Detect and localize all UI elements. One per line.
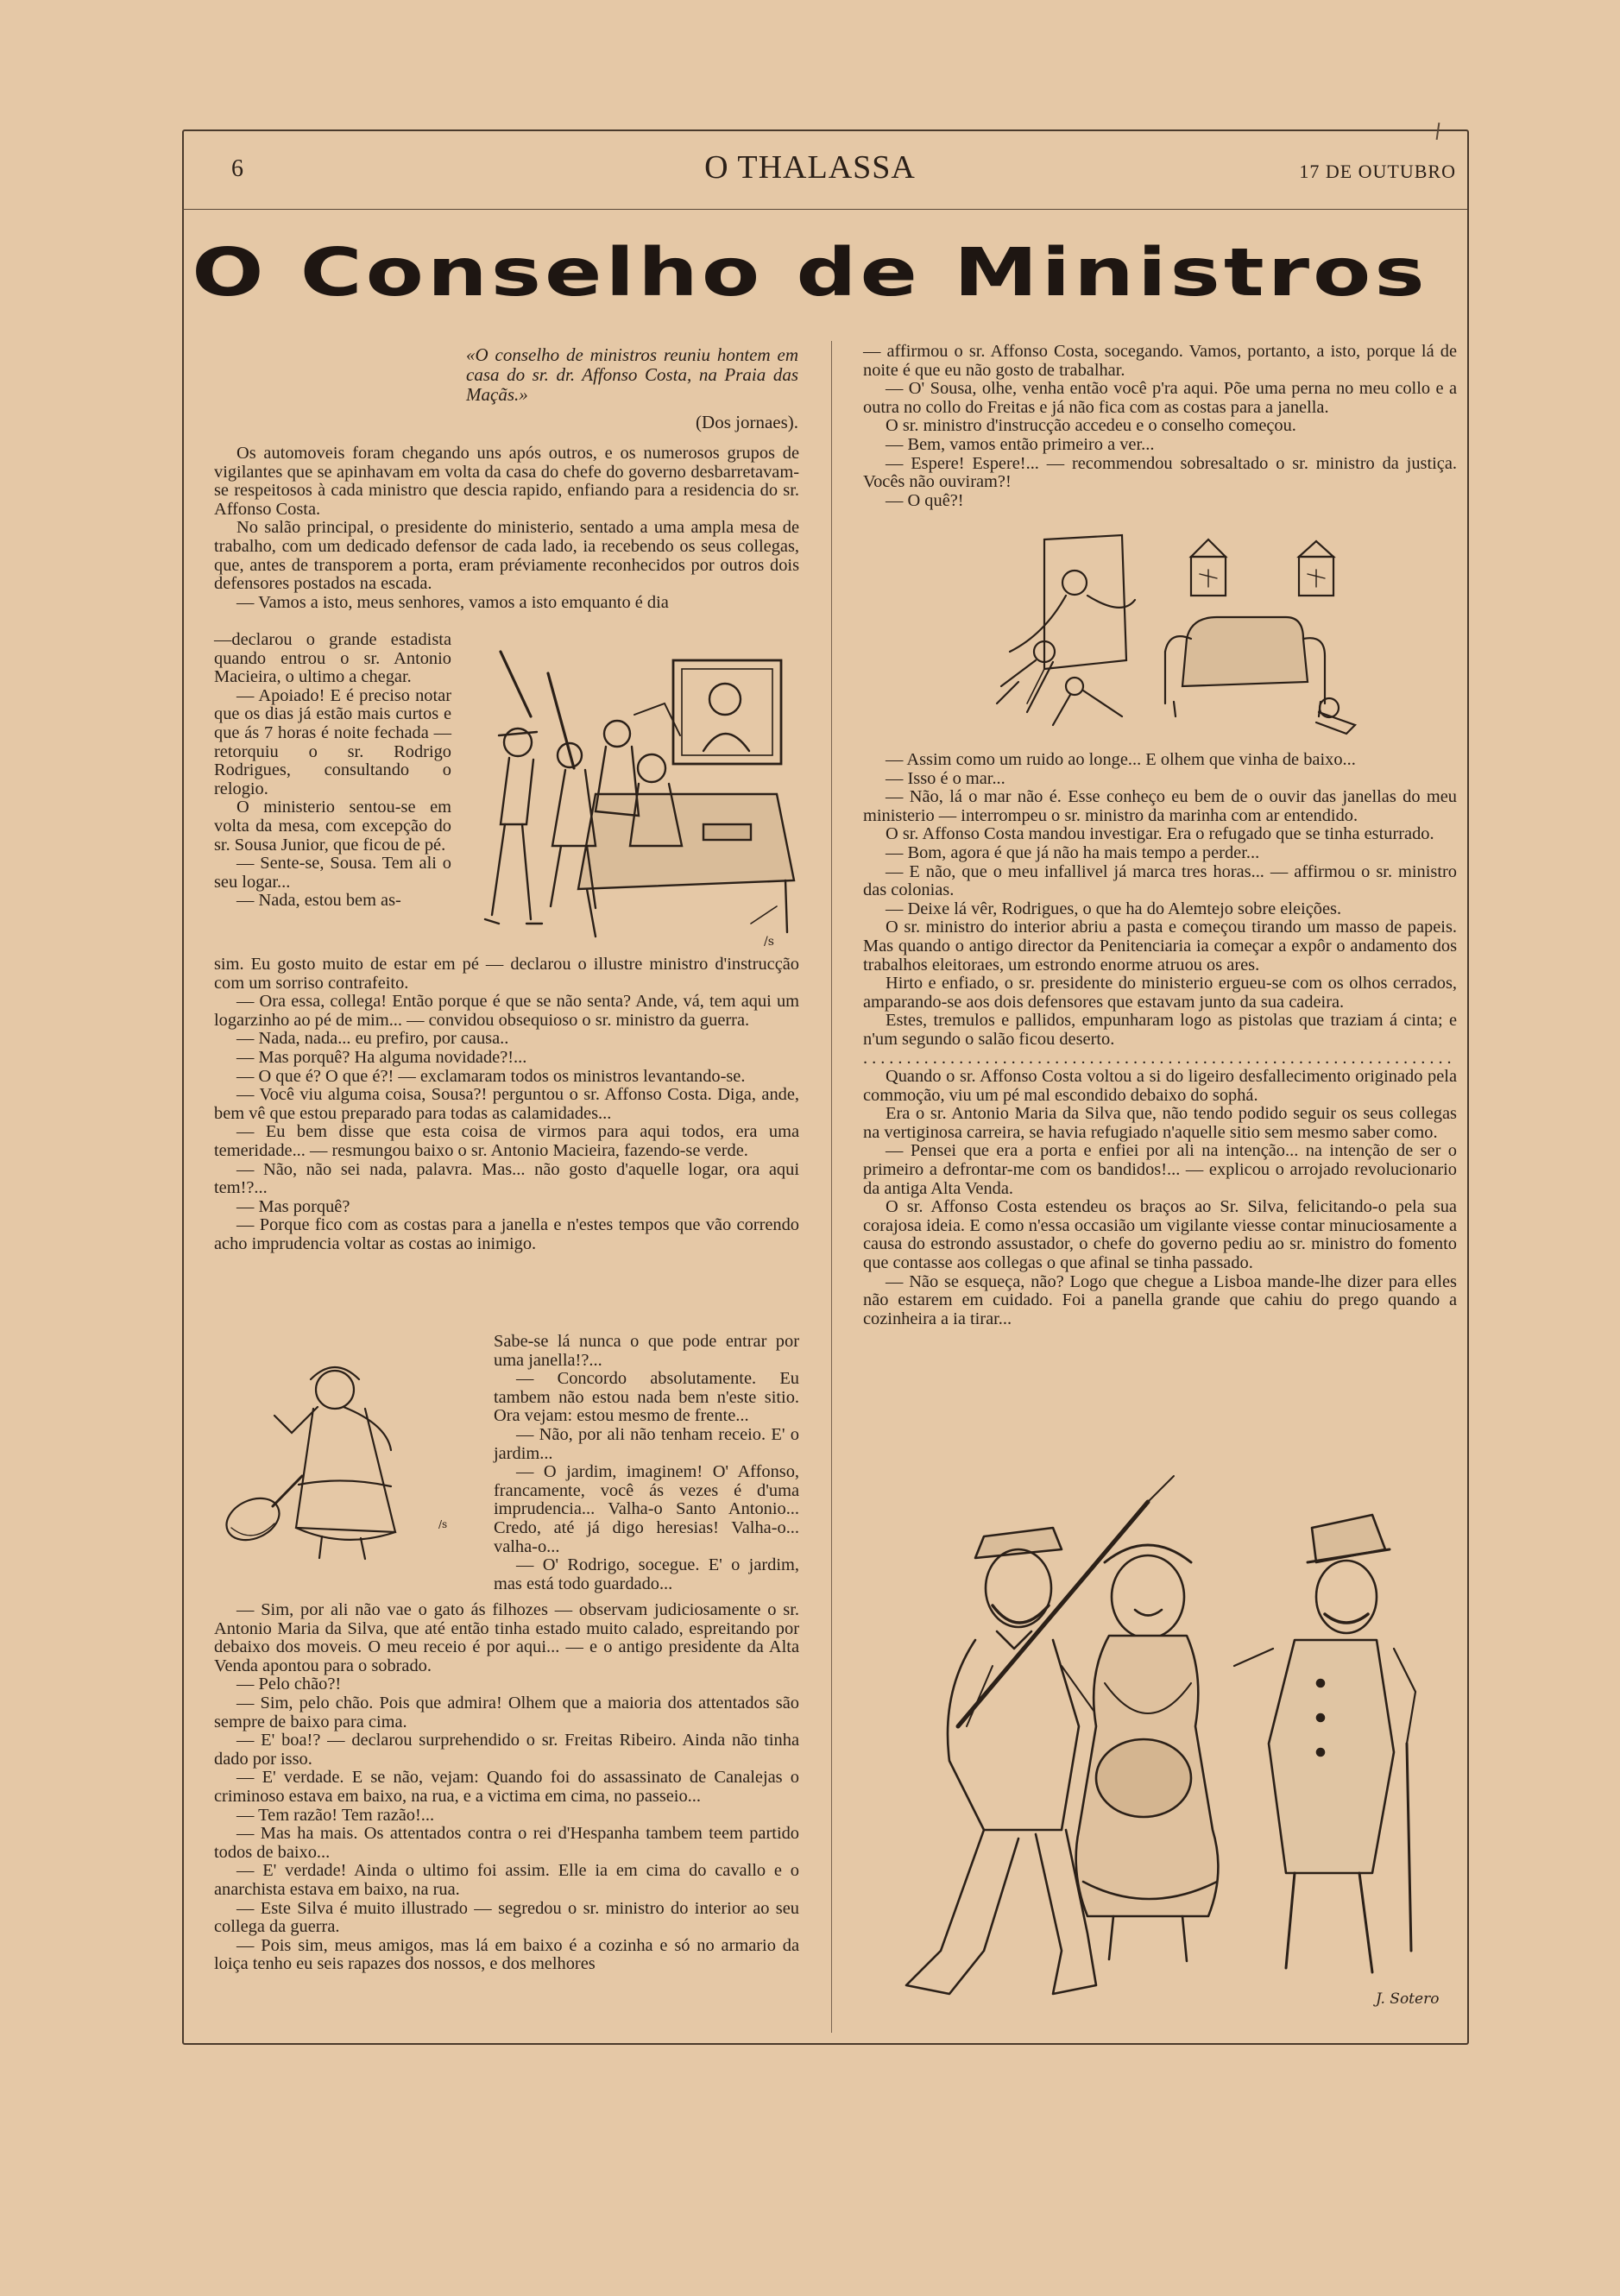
paragraph: — Bom, agora é que já não ha mais tempo a perder... bbox=[886, 842, 1260, 862]
header-rule bbox=[182, 209, 1467, 210]
paragraph: — Sim, por ali não vae o gato ás filhozes — observam judiciosamente o sr. Antonio Maria da Silva, que até então tinha estado muito calado, espreitando por debaixo dos moveis. O meu receio é por aqui... — e o antigo presidente da Alta Venda apontou para o sobrado. bbox=[214, 1600, 799, 1675]
column-divider bbox=[831, 341, 832, 2033]
masthead: O THALASSA bbox=[704, 149, 916, 186]
paragraph: — Não, por ali não tenham receio. E' o jardim... bbox=[494, 1424, 799, 1463]
paragraph: — Pelo chão?! bbox=[236, 1675, 342, 1694]
paragraph: — Mas ha mais. Os attentados contra o rei d'Hespanha tambem teem partido todos de baixo... bbox=[214, 1824, 799, 1862]
illustration-ministers-at-table bbox=[466, 639, 798, 949]
illustration-cook-with-pan bbox=[214, 1355, 507, 1567]
paragraph: — E' verdade! Ainda o ultimo foi assim. Elle ia em cima do cavallo e o anarchista estava em baixo, na rua. bbox=[214, 1861, 799, 1899]
paragraph: O sr. ministro do interior abriu a pasta e começou tirando um masso de papeis. Mas quando o antigo director da Penitenciaria ia começar a expôr o andamento dos trabalhos eleitoraes, um estrondo enorme atruou os ares. bbox=[863, 918, 1457, 975]
paragraph: O sr. Affonso Costa mandou investigar. Era o refugado que se tinha esturrado. bbox=[886, 824, 1434, 844]
paragraph: — Eu bem disse que esta coisa de virmos para aqui todos, era uma temeridade... — resmungou baixo o sr. Antonio Macieira, fazendo-se verde. bbox=[214, 1122, 799, 1160]
paragraph: — E não, que o meu infallivel já marca tres horas... — affirmou o sr. ministro das colonias. bbox=[863, 861, 1457, 900]
left-column-mid bbox=[214, 956, 799, 1254]
svg-text:/s: /s bbox=[438, 1518, 448, 1530]
paragraph: — Sente-se, Sousa. Tem ali o seu logar... bbox=[214, 854, 451, 892]
paragraph: — O que é? O que é?! — exclamaram todos os ministros levantando-se. bbox=[236, 1066, 746, 1086]
paragraph: O ministerio sentou-se em volta da mesa, com excepção do sr. Sousa Junior, que ficou de pé. bbox=[214, 798, 451, 855]
paragraph: O sr. Affonso Costa estendeu os braços ao Sr. Silva, felicitando-o pela sua corajosa ideia. E como n'essa occasião um vigilante viesse contar minuciosamente a causa do estrondo assustador, o chefe do governo pediu ao sr. ministro do fomento que contasse aos collegas o que afinal se tinha passado. bbox=[863, 1197, 1457, 1273]
paragraph: — affirmou o sr. Affonso Costa, socegando. Vamos, portanto, a isto, porque lá de noite é que eu não gosto de trabalhar. bbox=[863, 342, 1457, 380]
paragraph: — Concordo absolutamente. Eu tambem não estou nada bem n'este sitio. Ora vejam: estou mesmo de frente... bbox=[494, 1369, 799, 1426]
paragraph: — Assim como um ruido ao longe... E olhem que vinha de baixo... bbox=[886, 750, 1356, 769]
paragraph: — Pensei que era a porta e enfiei por ali na intenção... na intenção de ser o primeiro a defrontar-me com os bandidos!... — explicou o arrojado revolucionario da antiga Alta Venda. bbox=[863, 1141, 1457, 1198]
paragraph: — Isso é o mar... bbox=[886, 768, 1005, 788]
svg-text:/s: /s bbox=[764, 935, 774, 949]
paragraph: sim. Eu gosto muito de estar em pé — declarou o illustre ministro d'instrucção com um sorriso contrafeito. bbox=[214, 955, 799, 993]
artist-signature: J. Sotero bbox=[1376, 1990, 1440, 2008]
paragraph: — Mas porquê? Ha alguma novidade?!... bbox=[236, 1047, 527, 1067]
left-column-bottom bbox=[214, 1601, 799, 1974]
paragraph: — Não, não sei nada, palavra. Mas... não gosto d'aquelle logar, ora aqui tem!?... bbox=[214, 1159, 799, 1198]
paragraph: — Bem, vamos então primeiro a ver... bbox=[886, 434, 1155, 454]
paragraph: — Tem razão! Tem razão!... bbox=[236, 1805, 435, 1825]
paragraph: Hirto e enfiado, o sr. presidente do ministerio ergueu-se com os olhos cerrados, amparando-se aos dois defensores que estavam junto da sua cadeira. bbox=[863, 974, 1457, 1012]
paragraph: — Pois sim, meus amigos, mas lá em baixo é a cozinha e só no armario da loiça tenho eu seis rapazes dos nossos, e dos melhores bbox=[214, 1935, 799, 1974]
paragraph: — Porque fico com as costas para a janella e n'estes tempos que vão correndo acho imprudencia voltar as costas ao inimigo. bbox=[214, 1215, 799, 1253]
page-number: 6 bbox=[231, 155, 243, 182]
paragraph: — E' boa!? — declarou surprehendido o sr. Freitas Ribeiro. Ainda não tinha dado por isso. bbox=[214, 1731, 799, 1769]
paragraph: — O quê?! bbox=[886, 490, 964, 510]
paragraph: — Não, lá o mar não é. Esse conheço eu bem de o ouvir das janellas do meu ministerio — interrompeu o sr. ministro da marinha com ar entendido. bbox=[863, 787, 1457, 825]
paragraph: — O jardim, imaginem! O' Affonso, francamente, você ás vezes é d'uma imprudencia... Valha-o Santo Antonio... Credo, até já digo heresias! Valha-o... valha-o... bbox=[494, 1462, 799, 1556]
illustration-cook-and-guards bbox=[889, 1467, 1441, 2020]
paragraph: — Apoiado! E é preciso notar que os dias já estão mais curtos e que ás 7 horas é noite fechada — retorquiu o sr. Rodrigo Rodrigues, consultando o relogio. bbox=[214, 685, 451, 798]
paragraph: Quando o sr. Affonso Costa voltou a si do ligeiro desfallecimento originado pela commoção, viu um pé mal escondido debaixo do sophá. bbox=[863, 1067, 1457, 1105]
left-column-narrow-b bbox=[494, 1333, 799, 1593]
right-column-top bbox=[863, 343, 1457, 510]
paragraph: O sr. ministro d'instrucção accedeu e o conselho começou. bbox=[886, 416, 1296, 436]
left-column-narrow-a bbox=[214, 631, 451, 911]
paragraph: Estes, tremulos e pallidos, empunharam logo as pistolas que traziam á cinta; e n'um segundo o salão ficou deserto. bbox=[863, 1011, 1457, 1049]
paragraph: No salão principal, o presidente do ministerio, sentado a uma ampla mesa de trabalho, com um dedicado defensor de cada lado, ia recebendo os seus collegas, que, antes de transporem a porta, eram préviamente reconhecidos por outros dois defensores postados na escada. bbox=[214, 518, 799, 594]
paragraph: —declarou o grande estadista quando entrou o sr. Antonio Macieira, o ultimo a chegar. bbox=[214, 630, 451, 687]
paragraph: — Deixe lá vêr, Rodrigues, o que ha do Alemtejo sobre eleições. bbox=[886, 899, 1342, 918]
paragraph: — E' verdade. E se não, vejam: Quando foi do assassinato de Canalejas o criminoso estava em baixo, na rua, e a victima em cima, no passeio... bbox=[214, 1768, 799, 1806]
paragraph: — Nada, estou bem as- bbox=[236, 891, 401, 911]
paragraph: — Você viu alguma coisa, Sousa?! perguntou o sr. Affonso Costa. Diga, ande, bem vê que estou preparado para todas as calamidades... bbox=[214, 1085, 799, 1123]
paragraph: Os automoveis foram chegando uns após outros, e os numerosos grupos de vigilantes que se apinhavam em volta da casa do chefe do governo desbarretavam-se respeitosos à cada ministro que descia rapido, enfiando para a residencia do sr. Affonso Costa. bbox=[214, 444, 799, 519]
left-column-top bbox=[214, 445, 799, 612]
right-column-mid bbox=[863, 751, 1457, 1328]
epigraph-source: (Dos jornaes). bbox=[696, 412, 798, 432]
paragraph: — Ora essa, collega! Então porque é que se não senta? Ande, vá, tem aqui um logarzinho ao pé de mim... — convidou obsequioso o sr. ministro da guerra. bbox=[214, 992, 799, 1030]
issue-date: 17 DE OUTUBRO bbox=[1299, 161, 1456, 182]
paragraph: — Mas porquê? bbox=[236, 1196, 350, 1216]
paragraph: — O' Sousa, olhe, venha então você p'ra aqui. Põe uma perna no meu collo e a outra no collo do Freitas e já não fica com as costas para a janella. bbox=[863, 379, 1457, 417]
dotted-separator: .................................................................... bbox=[863, 1049, 1456, 1068]
paragraph: Era o sr. Antonio Maria da Silva que, não tendo podido seguir os seus collegas na vertiginosa carreira, se havia refugiado n'aquelle sitio sem mesmo saber como. bbox=[863, 1104, 1457, 1142]
paragraph: — Sim, pelo chão. Pois que admira! Olhem que a maioria dos attentados são sempre de baixo para cima. bbox=[214, 1693, 799, 1731]
article-title: O Conselho de Ministros bbox=[192, 235, 1428, 312]
illustration-fleeing-ministers bbox=[993, 531, 1372, 738]
paragraph: — Espere! Espere!... — recommendou sobresaltado o sr. ministro da justiça. Vocês não ouviram?! bbox=[863, 453, 1457, 492]
paragraph: Sabe-se lá nunca o que pode entrar por uma janella!?... bbox=[494, 1332, 799, 1370]
paragraph: — Não se esqueça, não? Logo que chegue a Lisboa mande-lhe dizer para elles não estarem em cuidado. Foi a panella grande que cahiu do prego quando a cozinheira a ia tirar... bbox=[863, 1271, 1457, 1328]
paragraph: — Nada, nada... eu prefiro, por causa.. bbox=[236, 1029, 509, 1049]
epigraph: «O conselho de ministros reuniu hontem em casa do sr. dr. Affonso Costa, na Praia das Maçãs.» bbox=[466, 344, 798, 405]
paragraph: — O' Rodrigo, socegue. E' o jardim, mas está todo guardado... bbox=[494, 1555, 799, 1593]
paragraph: — Vamos a isto, meus senhores, vamos a isto emquanto é dia bbox=[236, 592, 669, 612]
paragraph: — Este Silva é muito illustrado — segredou o sr. ministro do interior ao seu collega da guerra. bbox=[214, 1898, 799, 1937]
